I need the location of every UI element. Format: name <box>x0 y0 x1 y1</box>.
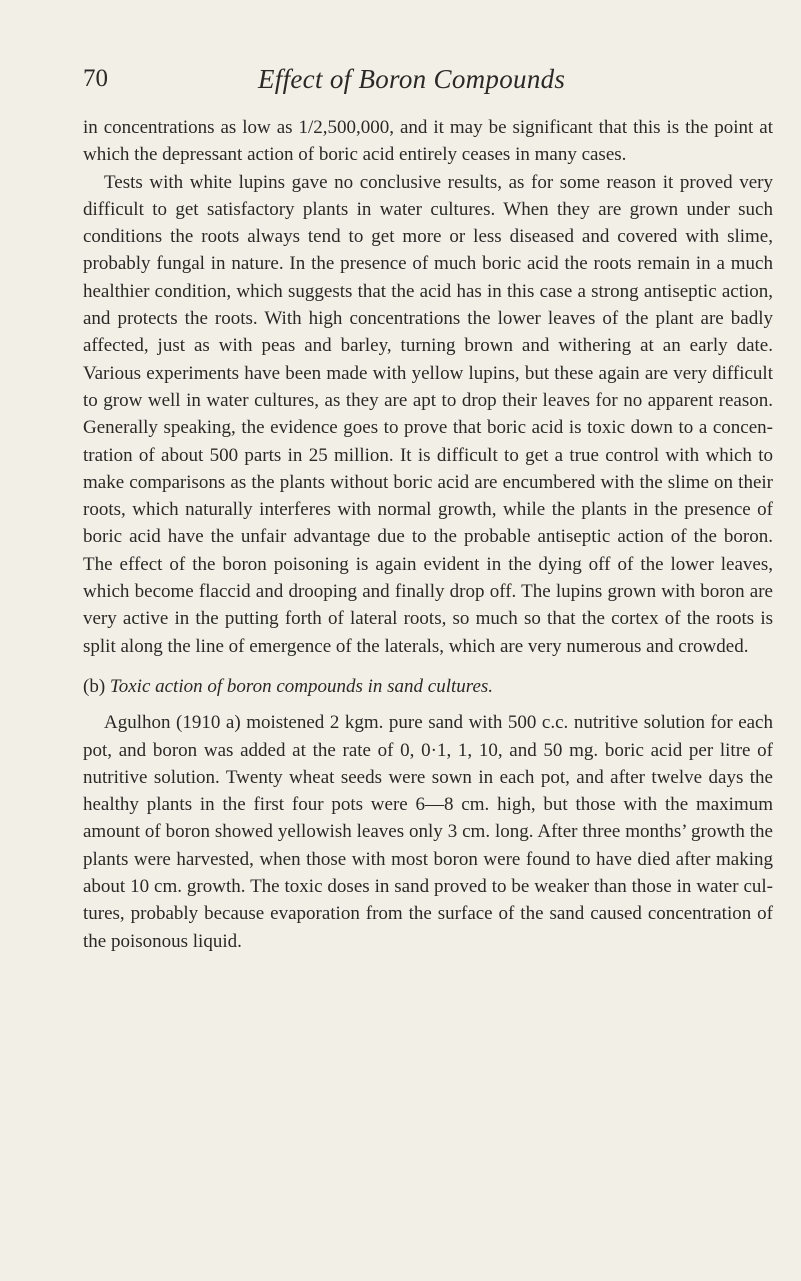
page-number: 70 <box>83 65 108 92</box>
paragraph-1: in concentrations as low as 1/2,500,000, and it may be significant that this is the point at which the depressant action of boric acid entirely ceases in many cases. <box>83 117 773 166</box>
body-text <box>83 114 773 955</box>
running-title: Effect of Boron Compounds <box>258 64 566 94</box>
page-header <box>83 64 773 104</box>
paragraph-3: Agulhon (1910 a) moistened 2 kgm. pure sand with 500 c.c. nutritive solution for each pot, and boron was added at the rate of 0, 0·1, 1, 10, and 50 mg. boric acid per litre of nutritive solution. Twenty wheat seeds were sown in each pot, and after twelve days the healthy plants in the first four pots were 6—8 cm. high, but those with the maximum amount of boron showed yellowish leaves only 3 cm. long. After three months’ growth the plants were harvested, when those with most boron were found to have died after making about 10 cm. growth. The toxic doses in sand proved to be weaker than those in water cultures, probably because evaporation from the surface of the sand caused concentration of the poisonous liquid. <box>83 712 773 952</box>
subheading-text: Toxic action of boron compounds in sand cultures. <box>109 675 494 697</box>
section-subheading <box>83 673 773 700</box>
subheading-marker: (b) <box>83 675 106 697</box>
paragraph-2: Tests with white lupins gave no conclusive results, as for some reason it proved very difficult to get satisfactory plants in water cultures. When they are grown under such conditions the roots always tend to get more or less diseased and covered with slime, probably fungal in nature. In the presence of much boric acid the roots remain in a much healthier condition, which suggests that the acid has in this case a strong antiseptic action, and protects the roots. With high concentrations the lower leaves of the plant are badly affected, just as with peas and barley, turning brown and withering at an early date. Various experiments have been made with yellow lupins, but these again are very difficult to grow well in water cultures, as they are apt to drop their leaves for no apparent reason. Generally speaking, the evidence goes to prove that boric acid is toxic down to a concentration of about 500 parts in 25 million. It is difficult to get a true control with which to make comparisons as the plants without boric acid are encumbered with the slime on their roots, which naturally interferes with normal growth, while the plants in the presence of boric acid have the unfair advantage due to the probable antiseptic action of the boron. The effect of the boron poisoning is again evident in the dying off of the lower leaves, which become flaccid and drooping and finally drop off. The lupins grown with boron are very active in the putting forth of lateral roots, so much so that the cortex of the roots is split along the line of emergence of the laterals, which are very numerous and crowded. <box>83 171 773 657</box>
